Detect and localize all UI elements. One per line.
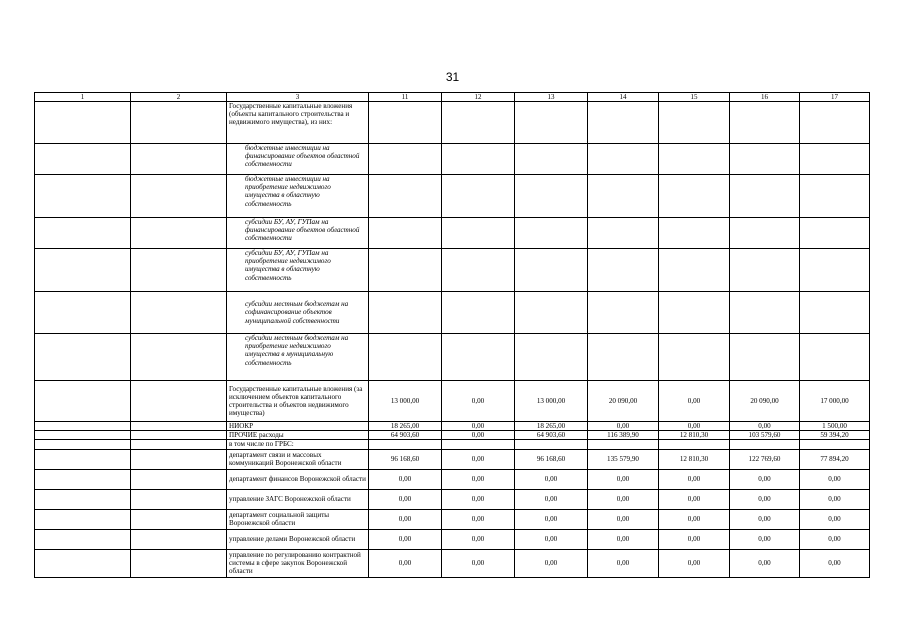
row-label: Государственные капитальные вложения (за исключением объектов капитального строительства и объектов недвижимого имущества): [227, 381, 369, 422]
value-cell: 0,00: [800, 469, 870, 489]
value-cell: 0,00: [515, 469, 588, 489]
value-cell: [515, 102, 588, 144]
value-cell: 96 168,60: [515, 449, 588, 469]
table-row: [35, 449, 870, 469]
value-cell: [800, 292, 870, 334]
row-label: ПРОЧИЕ расходы: [227, 431, 369, 440]
value-cell: 0,00: [442, 431, 515, 440]
value-cell: 0,00: [659, 422, 730, 431]
row-label: департамент связи и массовых коммуникаций Воронежской области: [227, 449, 369, 469]
header-row: [35, 93, 870, 102]
value-cell: 18 265,00: [369, 422, 442, 431]
value-cell: [369, 218, 442, 249]
value-cell: 103 579,60: [730, 431, 800, 440]
value-cell: [800, 440, 870, 449]
empty-cell: [131, 175, 227, 218]
empty-cell: [35, 529, 131, 549]
empty-cell: [131, 549, 227, 577]
value-cell: [730, 334, 800, 381]
value-cell: 0,00: [369, 509, 442, 529]
value-cell: [800, 218, 870, 249]
empty-cell: [35, 218, 131, 249]
value-cell: 13 000,00: [515, 381, 588, 422]
empty-cell: [35, 440, 131, 449]
value-cell: 0,00: [369, 489, 442, 509]
table-row: [35, 489, 870, 509]
table-row: [35, 529, 870, 549]
value-cell: 0,00: [442, 509, 515, 529]
table-row: [35, 469, 870, 489]
page-number: 31: [445, 70, 460, 84]
value-cell: 0,00: [515, 489, 588, 509]
value-cell: [659, 440, 730, 449]
table-row: [35, 144, 870, 175]
value-cell: [369, 102, 442, 144]
empty-cell: [131, 334, 227, 381]
value-cell: 0,00: [588, 529, 659, 549]
value-cell: [800, 334, 870, 381]
empty-cell: [35, 422, 131, 431]
row-label: управление ЗАГС Воронежской области: [227, 489, 369, 509]
header-cell: 2: [131, 93, 227, 102]
value-cell: [442, 249, 515, 292]
value-cell: 0,00: [588, 489, 659, 509]
header-cell: 3: [227, 93, 369, 102]
table-row: [35, 509, 870, 529]
value-cell: [730, 440, 800, 449]
empty-cell: [131, 529, 227, 549]
row-label: субсидии местным бюджетам на софинансирование объектов муниципальной собственности: [227, 292, 369, 334]
empty-cell: [35, 334, 131, 381]
table-row: [35, 249, 870, 292]
row-label: бюджетные инвестиции на приобретение недвижимого имущества в областную собственность: [227, 175, 369, 218]
row-label: департамент социальной защиты Воронежской области: [227, 509, 369, 529]
table-row: [35, 218, 870, 249]
value-cell: [369, 175, 442, 218]
value-cell: 122 769,60: [730, 449, 800, 469]
header-cell: 13: [515, 93, 588, 102]
value-cell: 0,00: [800, 529, 870, 549]
value-cell: [730, 175, 800, 218]
value-cell: 0,00: [730, 469, 800, 489]
value-cell: [369, 292, 442, 334]
value-cell: [369, 440, 442, 449]
empty-cell: [131, 422, 227, 431]
empty-cell: [131, 489, 227, 509]
empty-cell: [131, 102, 227, 144]
row-label: в том числе по ГРБС:: [227, 440, 369, 449]
table-row: [35, 334, 870, 381]
row-label: бюджетные инвестиции на финансирование объектов областной собственности: [227, 144, 369, 175]
value-cell: [515, 175, 588, 218]
empty-cell: [131, 381, 227, 422]
value-cell: 17 000,00: [800, 381, 870, 422]
value-cell: [659, 334, 730, 381]
value-cell: 0,00: [369, 549, 442, 577]
value-cell: 0,00: [442, 529, 515, 549]
value-cell: 0,00: [730, 509, 800, 529]
budget-table: [34, 92, 870, 578]
empty-cell: [131, 144, 227, 175]
header-cell: 15: [659, 93, 730, 102]
value-cell: [369, 249, 442, 292]
value-cell: 0,00: [730, 549, 800, 577]
empty-cell: [131, 449, 227, 469]
value-cell: [515, 249, 588, 292]
value-cell: [800, 144, 870, 175]
value-cell: 12 810,30: [659, 449, 730, 469]
value-cell: 59 394,20: [800, 431, 870, 440]
value-cell: 0,00: [730, 529, 800, 549]
table-row: [35, 292, 870, 334]
value-cell: [588, 175, 659, 218]
value-cell: [659, 144, 730, 175]
empty-cell: [35, 102, 131, 144]
empty-cell: [131, 431, 227, 440]
value-cell: [442, 292, 515, 334]
row-label: НИОКР: [227, 422, 369, 431]
value-cell: 0,00: [442, 422, 515, 431]
value-cell: 0,00: [800, 509, 870, 529]
empty-cell: [35, 292, 131, 334]
value-cell: [659, 218, 730, 249]
table-row: [35, 549, 870, 577]
table-row: [35, 175, 870, 218]
empty-cell: [35, 144, 131, 175]
value-cell: [588, 249, 659, 292]
empty-cell: [35, 469, 131, 489]
value-cell: 0,00: [800, 489, 870, 509]
value-cell: [369, 334, 442, 381]
table-row: [35, 431, 870, 440]
value-cell: 64 903,60: [369, 431, 442, 440]
value-cell: 0,00: [800, 549, 870, 577]
value-cell: 0,00: [442, 489, 515, 509]
value-cell: [588, 292, 659, 334]
value-cell: 0,00: [659, 529, 730, 549]
value-cell: 0,00: [659, 469, 730, 489]
value-cell: [442, 175, 515, 218]
row-label: субсидии БУ, АУ, ГУПам на финансирование объектов областной собственности: [227, 218, 369, 249]
value-cell: 0,00: [442, 549, 515, 577]
empty-cell: [131, 509, 227, 529]
value-cell: [659, 175, 730, 218]
value-cell: 0,00: [515, 549, 588, 577]
value-cell: 20 090,00: [730, 381, 800, 422]
empty-cell: [35, 175, 131, 218]
value-cell: 12 810,30: [659, 431, 730, 440]
value-cell: [588, 102, 659, 144]
value-cell: 0,00: [369, 529, 442, 549]
row-label: управление по регулированию контрактной системы в сфере закупок Воронежской области: [227, 549, 369, 577]
value-cell: 96 168,60: [369, 449, 442, 469]
value-cell: 0,00: [442, 381, 515, 422]
value-cell: [659, 102, 730, 144]
value-cell: [369, 144, 442, 175]
value-cell: 0,00: [588, 549, 659, 577]
value-cell: [800, 249, 870, 292]
header-cell: 17: [800, 93, 870, 102]
value-cell: 64 903,60: [515, 431, 588, 440]
value-cell: [515, 144, 588, 175]
row-label: субсидии местным бюджетам на приобретение недвижимого имущества в муниципальную собственность: [227, 334, 369, 381]
value-cell: [515, 218, 588, 249]
value-cell: [730, 292, 800, 334]
value-cell: 0,00: [442, 469, 515, 489]
value-cell: [442, 102, 515, 144]
value-cell: 18 265,00: [515, 422, 588, 431]
value-cell: [800, 102, 870, 144]
header-cell: 16: [730, 93, 800, 102]
empty-cell: [131, 218, 227, 249]
empty-cell: [131, 249, 227, 292]
table-row: [35, 381, 870, 422]
value-cell: 1 500,00: [800, 422, 870, 431]
table-row: [35, 102, 870, 144]
value-cell: 0,00: [442, 449, 515, 469]
value-cell: 0,00: [659, 509, 730, 529]
value-cell: 0,00: [369, 469, 442, 489]
value-cell: 0,00: [659, 381, 730, 422]
empty-cell: [131, 469, 227, 489]
value-cell: [588, 334, 659, 381]
empty-cell: [35, 249, 131, 292]
empty-cell: [35, 489, 131, 509]
value-cell: [442, 218, 515, 249]
header-cell: 12: [442, 93, 515, 102]
value-cell: 77 894,20: [800, 449, 870, 469]
value-cell: [730, 102, 800, 144]
value-cell: [515, 440, 588, 449]
empty-cell: [131, 292, 227, 334]
value-cell: 0,00: [515, 509, 588, 529]
row-label: Государственные капитальные вложения (объекты капитального строительства и недвижимого имущества), из них:: [227, 102, 369, 144]
header-cell: 11: [369, 93, 442, 102]
value-cell: [659, 249, 730, 292]
table-row: [35, 440, 870, 449]
value-cell: 135 579,90: [588, 449, 659, 469]
empty-cell: [35, 549, 131, 577]
value-cell: 0,00: [588, 469, 659, 489]
empty-cell: [35, 431, 131, 440]
value-cell: 0,00: [588, 422, 659, 431]
value-cell: [442, 144, 515, 175]
value-cell: [730, 249, 800, 292]
row-label: управление делами Воронежской области: [227, 529, 369, 549]
empty-cell: [35, 449, 131, 469]
value-cell: [515, 292, 588, 334]
value-cell: [730, 218, 800, 249]
header-cell: 1: [35, 93, 131, 102]
row-label: департамент финансов Воронежской области: [227, 469, 369, 489]
value-cell: 20 090,00: [588, 381, 659, 422]
value-cell: 13 000,00: [369, 381, 442, 422]
header-cell: 14: [588, 93, 659, 102]
value-cell: 0,00: [659, 549, 730, 577]
value-cell: 0,00: [515, 529, 588, 549]
value-cell: 116 389,90: [588, 431, 659, 440]
row-label: субсидии БУ, АУ, ГУПам на приобретение недвижимого имущества в областную собственность: [227, 249, 369, 292]
value-cell: [800, 175, 870, 218]
value-cell: 0,00: [730, 489, 800, 509]
value-cell: [442, 334, 515, 381]
empty-cell: [35, 381, 131, 422]
value-cell: [730, 144, 800, 175]
empty-cell: [131, 440, 227, 449]
value-cell: [588, 440, 659, 449]
value-cell: [588, 218, 659, 249]
value-cell: 0,00: [730, 422, 800, 431]
value-cell: [588, 144, 659, 175]
empty-cell: [35, 509, 131, 529]
value-cell: 0,00: [588, 509, 659, 529]
value-cell: [659, 292, 730, 334]
table-row: [35, 422, 870, 431]
value-cell: [515, 334, 588, 381]
value-cell: [442, 440, 515, 449]
value-cell: 0,00: [659, 489, 730, 509]
